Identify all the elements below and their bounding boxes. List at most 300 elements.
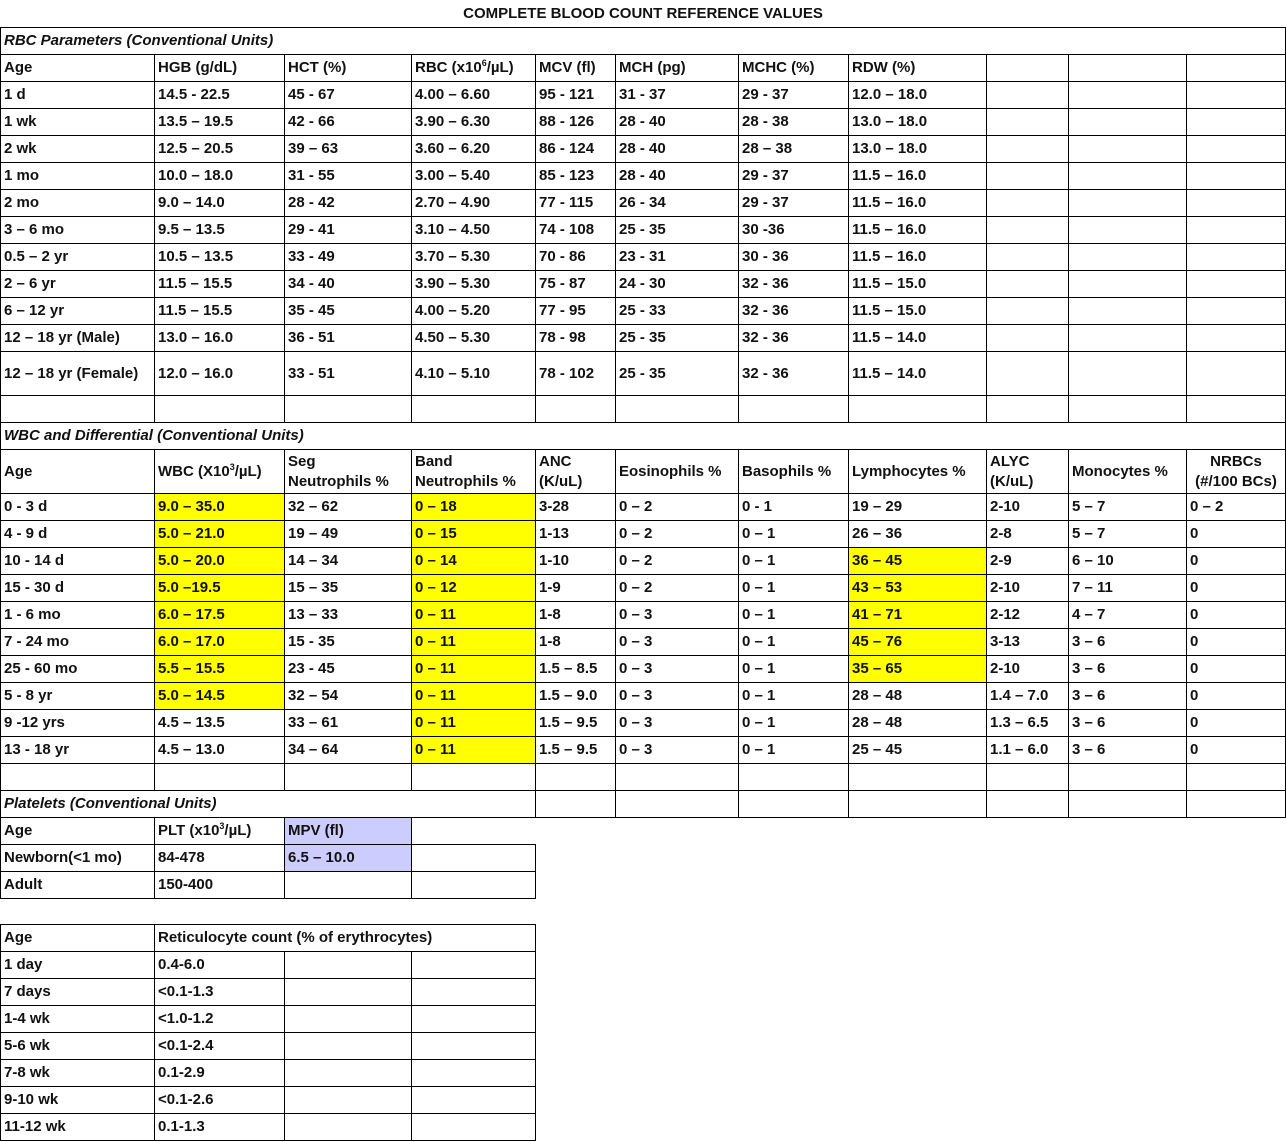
value-cell: 36 - 51 bbox=[285, 325, 412, 352]
row-label: 9 -12 yrs bbox=[1, 710, 155, 737]
empty-cell bbox=[155, 899, 285, 925]
value-cell: 0 – 3 bbox=[616, 737, 739, 764]
empty-cell bbox=[1069, 396, 1187, 423]
value-cell: 0 – 3 bbox=[616, 683, 739, 710]
empty-cell bbox=[849, 925, 987, 952]
empty-cell bbox=[285, 1033, 412, 1060]
empty-cell bbox=[616, 899, 739, 925]
value-cell: 0 – 1 bbox=[739, 710, 849, 737]
value-cell: 2-8 bbox=[987, 521, 1069, 548]
value-cell: 9.0 – 14.0 bbox=[155, 190, 285, 217]
empty-cell bbox=[849, 952, 987, 979]
empty-cell bbox=[1187, 217, 1286, 244]
table-row bbox=[1, 1087, 1286, 1114]
value-cell: 28 - 40 bbox=[616, 109, 739, 136]
value-cell: 1-10 bbox=[536, 548, 616, 575]
empty-cell bbox=[1187, 82, 1286, 109]
empty-cell bbox=[1069, 1033, 1187, 1060]
empty-cell bbox=[1069, 872, 1187, 899]
value-cell: 12.0 – 16.0 bbox=[155, 352, 285, 396]
value-cell: 7 – 11 bbox=[1069, 575, 1187, 602]
empty-cell bbox=[987, 872, 1069, 899]
column-header-age: Age bbox=[1, 818, 155, 845]
empty-cell bbox=[1069, 82, 1187, 109]
value-cell: 25 – 45 bbox=[849, 737, 987, 764]
column-header-band bbox=[412, 450, 536, 494]
empty-cell bbox=[987, 163, 1069, 190]
empty-cell bbox=[987, 352, 1069, 396]
column-header-age: Age bbox=[1, 450, 155, 494]
value-cell: 39 – 63 bbox=[285, 136, 412, 163]
empty-cell bbox=[616, 396, 739, 423]
row-label: 11-12 wk bbox=[1, 1114, 155, 1141]
empty-cell bbox=[1069, 764, 1187, 791]
column-header-mchc: MCHC (%) bbox=[739, 55, 849, 82]
empty-cell bbox=[412, 396, 536, 423]
empty-cell bbox=[412, 1033, 536, 1060]
empty-cell bbox=[1069, 136, 1187, 163]
value-cell: 0 – 3 bbox=[616, 629, 739, 656]
column-header-alyc bbox=[987, 450, 1069, 494]
value-cell: 3.00 – 5.40 bbox=[412, 163, 536, 190]
value-cell: 0 – 1 bbox=[739, 548, 849, 575]
superscript: 6 bbox=[481, 58, 487, 68]
empty-cell bbox=[412, 1087, 536, 1114]
empty-cell bbox=[1069, 109, 1187, 136]
value-cell: 84-478 bbox=[155, 845, 285, 872]
empty-cell bbox=[739, 1060, 849, 1087]
row-label: 12 – 18 yr (Male) bbox=[1, 325, 155, 352]
empty-cell bbox=[412, 872, 536, 899]
empty-cell bbox=[536, 979, 616, 1006]
value-cell: 1-8 bbox=[536, 629, 616, 656]
value-cell: 0 – 3 bbox=[616, 710, 739, 737]
row-label: 3 – 6 mo bbox=[1, 217, 155, 244]
empty-cell bbox=[987, 244, 1069, 271]
value-cell: 0 – 2 bbox=[616, 548, 739, 575]
empty-cell bbox=[412, 818, 536, 845]
wbc-section-label: WBC and Differential (Conventional Units) bbox=[1, 423, 1286, 450]
column-header-age: Age bbox=[1, 55, 155, 82]
empty-cell bbox=[616, 925, 739, 952]
empty-cell bbox=[739, 899, 849, 925]
value-cell: 30 - 36 bbox=[739, 244, 849, 271]
empty-cell bbox=[739, 979, 849, 1006]
empty-cell bbox=[536, 1060, 616, 1087]
value-cell: 3 – 6 bbox=[1069, 710, 1187, 737]
value-cell: 3-28 bbox=[536, 494, 616, 521]
column-header-lymphocytes: Lymphocytes % bbox=[849, 450, 987, 494]
value-cell: 85 - 123 bbox=[536, 163, 616, 190]
table-row bbox=[1, 109, 1286, 136]
row-label: 7-8 wk bbox=[1, 1060, 155, 1087]
column-header-mcv: MCV (fl) bbox=[536, 55, 616, 82]
table-row bbox=[1, 737, 1286, 764]
empty-cell bbox=[536, 1033, 616, 1060]
empty-cell bbox=[616, 952, 739, 979]
empty-cell bbox=[1069, 217, 1187, 244]
header-line: (K/uL) bbox=[990, 472, 1034, 490]
value-cell: 11.5 – 14.0 bbox=[849, 325, 987, 352]
value-cell: <1.0-1.2 bbox=[155, 1006, 285, 1033]
table-row bbox=[1, 82, 1286, 109]
column-header-nrbcs bbox=[1187, 450, 1286, 494]
value-cell: 11.5 – 16.0 bbox=[849, 163, 987, 190]
value-cell: <0.1-2.6 bbox=[155, 1087, 285, 1114]
value-cell: 11.5 – 16.0 bbox=[849, 244, 987, 271]
value-cell: 35 - 45 bbox=[285, 298, 412, 325]
empty-cell bbox=[616, 1087, 739, 1114]
value-cell: 2-10 bbox=[987, 656, 1069, 683]
empty-cell bbox=[739, 872, 849, 899]
value-cell: 11.5 – 15.5 bbox=[155, 298, 285, 325]
value-cell: 3-13 bbox=[987, 629, 1069, 656]
highlighted-value-cell: 5.5 – 15.5 bbox=[155, 656, 285, 683]
table-row bbox=[1, 244, 1286, 271]
value-cell: 25 - 35 bbox=[616, 325, 739, 352]
table-body bbox=[1, 28, 1286, 1141]
value-cell: 10.0 – 18.0 bbox=[155, 163, 285, 190]
empty-cell bbox=[1187, 136, 1286, 163]
row-label: 0 - 3 d bbox=[1, 494, 155, 521]
empty-cell bbox=[616, 1114, 739, 1141]
table-row bbox=[1, 28, 1286, 55]
text-span: RBC (x10 bbox=[415, 59, 482, 76]
value-cell: 13.0 – 18.0 bbox=[849, 109, 987, 136]
row-label: 7 days bbox=[1, 979, 155, 1006]
value-cell: 1-13 bbox=[536, 521, 616, 548]
value-cell: 1.1 – 6.0 bbox=[987, 737, 1069, 764]
empty-cell bbox=[739, 1033, 849, 1060]
column-header-wbc bbox=[155, 450, 285, 494]
value-cell: 28 – 48 bbox=[849, 683, 987, 710]
empty-cell bbox=[536, 925, 616, 952]
empty-cell bbox=[987, 109, 1069, 136]
value-cell: 0 bbox=[1187, 683, 1286, 710]
table-row bbox=[1, 818, 1286, 845]
value-cell: 0 bbox=[1187, 575, 1286, 602]
value-cell: 3.90 – 6.30 bbox=[412, 109, 536, 136]
empty-cell bbox=[987, 82, 1069, 109]
value-cell: 4.10 – 5.10 bbox=[412, 352, 536, 396]
table-row bbox=[1, 352, 1286, 396]
header-line: ANC bbox=[539, 452, 572, 470]
value-cell: 0 - 1 bbox=[739, 494, 849, 521]
value-cell: 0 bbox=[1187, 602, 1286, 629]
value-cell: 0 – 3 bbox=[616, 602, 739, 629]
value-cell: 19 – 29 bbox=[849, 494, 987, 521]
value-cell: 32 – 54 bbox=[285, 683, 412, 710]
column-header-mch: MCH (pg) bbox=[616, 55, 739, 82]
empty-cell bbox=[536, 1087, 616, 1114]
empty-cell bbox=[1069, 818, 1187, 845]
empty-cell bbox=[1187, 396, 1286, 423]
table-row bbox=[1, 899, 1286, 925]
table-row bbox=[1, 629, 1286, 656]
value-cell: 4 – 7 bbox=[1069, 602, 1187, 629]
value-cell: 150-400 bbox=[155, 872, 285, 899]
empty-cell bbox=[412, 1060, 536, 1087]
value-cell: 0 – 3 bbox=[616, 656, 739, 683]
empty-cell bbox=[412, 979, 536, 1006]
empty-cell bbox=[849, 1060, 987, 1087]
empty-cell bbox=[1187, 298, 1286, 325]
empty-cell bbox=[739, 925, 849, 952]
superscript: 3 bbox=[229, 461, 235, 472]
empty-cell bbox=[1069, 352, 1187, 396]
value-cell: 29 - 37 bbox=[739, 82, 849, 109]
table-row bbox=[1, 710, 1286, 737]
empty-cell bbox=[739, 818, 849, 845]
table-row bbox=[1, 190, 1286, 217]
value-cell: 2.70 – 4.90 bbox=[412, 190, 536, 217]
empty-cell bbox=[412, 899, 536, 925]
value-cell: 86 - 124 bbox=[536, 136, 616, 163]
value-cell: 25 - 35 bbox=[616, 217, 739, 244]
empty-cell bbox=[536, 952, 616, 979]
highlighted-value-cell: 0 – 11 bbox=[412, 737, 536, 764]
value-cell: 25 - 35 bbox=[616, 352, 739, 396]
value-cell: 3.90 – 5.30 bbox=[412, 271, 536, 298]
row-label: 15 - 30 d bbox=[1, 575, 155, 602]
empty-cell bbox=[987, 1060, 1069, 1087]
empty-cell bbox=[285, 764, 412, 791]
value-cell: 3 – 6 bbox=[1069, 683, 1187, 710]
header-line: Seg bbox=[288, 452, 316, 470]
value-cell: 3 – 6 bbox=[1069, 737, 1187, 764]
empty-cell bbox=[536, 845, 616, 872]
value-cell: 0 – 1 bbox=[739, 602, 849, 629]
empty-cell bbox=[987, 136, 1069, 163]
table-row bbox=[1, 1006, 1286, 1033]
empty-cell bbox=[987, 1006, 1069, 1033]
column-header-age: Age bbox=[1, 925, 155, 952]
table-row bbox=[1, 1033, 1286, 1060]
value-cell: 1-9 bbox=[536, 575, 616, 602]
column-header-seg bbox=[285, 450, 412, 494]
empty-cell bbox=[1187, 1033, 1286, 1060]
value-cell: 15 - 35 bbox=[285, 629, 412, 656]
column-header-monocytes: Monocytes % bbox=[1069, 450, 1187, 494]
empty-cell bbox=[1069, 1006, 1187, 1033]
value-cell: 13 – 33 bbox=[285, 602, 412, 629]
value-cell: 2-9 bbox=[987, 548, 1069, 575]
value-cell: 4.5 – 13.0 bbox=[155, 737, 285, 764]
empty-cell bbox=[1069, 952, 1187, 979]
empty-cell bbox=[1, 764, 155, 791]
row-label: 1 - 6 mo bbox=[1, 602, 155, 629]
empty-cell bbox=[1069, 979, 1187, 1006]
highlighted-value-cell: 5.0 – 20.0 bbox=[155, 548, 285, 575]
empty-cell bbox=[987, 190, 1069, 217]
empty-cell bbox=[1187, 163, 1286, 190]
table-row bbox=[1, 396, 1286, 423]
empty-cell bbox=[1069, 298, 1187, 325]
value-cell: <0.1-2.4 bbox=[155, 1033, 285, 1060]
empty-cell bbox=[536, 818, 616, 845]
highlighted-value-cell: 6.0 – 17.5 bbox=[155, 602, 285, 629]
value-cell: 33 - 51 bbox=[285, 352, 412, 396]
empty-cell bbox=[1069, 1087, 1187, 1114]
mpv-value-cell: 6.5 – 10.0 bbox=[285, 845, 412, 872]
row-label: 9-10 wk bbox=[1, 1087, 155, 1114]
table-row bbox=[1, 602, 1286, 629]
empty-cell bbox=[616, 818, 739, 845]
row-label: 1-4 wk bbox=[1, 1006, 155, 1033]
mpv-value-cell bbox=[285, 872, 412, 899]
header-line: (K/uL) bbox=[539, 472, 583, 490]
empty-cell bbox=[739, 1006, 849, 1033]
empty-cell bbox=[1069, 899, 1187, 925]
value-cell: 6 – 10 bbox=[1069, 548, 1187, 575]
table-row bbox=[1, 764, 1286, 791]
value-cell: 13.0 – 18.0 bbox=[849, 136, 987, 163]
row-label: 12 – 18 yr (Female) bbox=[1, 352, 155, 396]
value-cell: 0 – 1 bbox=[739, 656, 849, 683]
highlighted-value-cell: 0 – 11 bbox=[412, 629, 536, 656]
value-cell: 19 – 49 bbox=[285, 521, 412, 548]
empty-cell bbox=[616, 1033, 739, 1060]
empty-cell bbox=[849, 764, 987, 791]
empty-cell bbox=[1187, 1087, 1286, 1114]
row-label: 1 d bbox=[1, 82, 155, 109]
empty-cell bbox=[987, 217, 1069, 244]
value-cell: 0 – 1 bbox=[739, 737, 849, 764]
value-cell: 14.5 - 22.5 bbox=[155, 82, 285, 109]
value-cell: 26 – 36 bbox=[849, 521, 987, 548]
empty-cell bbox=[285, 1006, 412, 1033]
highlighted-value-cell: 6.0 – 17.0 bbox=[155, 629, 285, 656]
value-cell: 31 - 55 bbox=[285, 163, 412, 190]
empty-cell bbox=[1069, 55, 1187, 82]
empty-cell bbox=[987, 325, 1069, 352]
table-row bbox=[1, 217, 1286, 244]
header-line: Neutrophils % bbox=[288, 472, 389, 490]
table-row bbox=[1, 979, 1286, 1006]
text-span: /µL) bbox=[224, 822, 252, 839]
value-cell: 14 – 34 bbox=[285, 548, 412, 575]
empty-cell bbox=[1069, 190, 1187, 217]
empty-cell bbox=[849, 791, 987, 818]
value-cell: 13.0 – 16.0 bbox=[155, 325, 285, 352]
value-cell: 0 – 1 bbox=[739, 521, 849, 548]
row-label: 10 - 14 d bbox=[1, 548, 155, 575]
value-cell: 28 - 42 bbox=[285, 190, 412, 217]
cbc-reference-table bbox=[0, 27, 1286, 1141]
column-header-hct: HCT (%) bbox=[285, 55, 412, 82]
value-cell: 0.1-2.9 bbox=[155, 1060, 285, 1087]
value-cell: 4.50 – 5.30 bbox=[412, 325, 536, 352]
empty-cell bbox=[987, 55, 1069, 82]
header-line: Band bbox=[415, 452, 453, 470]
empty-cell bbox=[285, 396, 412, 423]
highlighted-value-cell: 0 – 11 bbox=[412, 683, 536, 710]
empty-cell bbox=[1187, 109, 1286, 136]
empty-cell bbox=[155, 396, 285, 423]
empty-cell bbox=[1187, 190, 1286, 217]
superscript: 3 bbox=[219, 821, 225, 831]
highlighted-value-cell: 0 – 11 bbox=[412, 602, 536, 629]
table-row bbox=[1, 325, 1286, 352]
value-cell: 30 -36 bbox=[739, 217, 849, 244]
value-cell: 28 – 48 bbox=[849, 710, 987, 737]
table-row bbox=[1, 1114, 1286, 1141]
empty-cell bbox=[1187, 764, 1286, 791]
empty-cell bbox=[536, 764, 616, 791]
table-row bbox=[1, 872, 1286, 899]
empty-cell bbox=[1069, 163, 1187, 190]
text-span: PLT (x10 bbox=[158, 822, 220, 839]
empty-cell bbox=[849, 396, 987, 423]
value-cell: 3 – 6 bbox=[1069, 656, 1187, 683]
empty-cell bbox=[739, 1114, 849, 1141]
column-header-basophils: Basophils % bbox=[739, 450, 849, 494]
empty-cell bbox=[1187, 925, 1286, 952]
empty-cell bbox=[987, 899, 1069, 925]
empty-cell bbox=[536, 872, 616, 899]
empty-cell bbox=[616, 979, 739, 1006]
value-cell: 4.5 – 13.5 bbox=[155, 710, 285, 737]
row-label: 4 - 9 d bbox=[1, 521, 155, 548]
value-cell: 32 - 36 bbox=[739, 298, 849, 325]
table-row bbox=[1, 656, 1286, 683]
column-header-plt bbox=[155, 818, 285, 845]
value-cell: 23 - 45 bbox=[285, 656, 412, 683]
empty-cell bbox=[616, 1060, 739, 1087]
value-cell: 0 – 2 bbox=[616, 575, 739, 602]
value-cell: 1.3 – 6.5 bbox=[987, 710, 1069, 737]
value-cell: 0.4-6.0 bbox=[155, 952, 285, 979]
highlighted-value-cell: 0 – 18 bbox=[412, 494, 536, 521]
value-cell: 28 - 40 bbox=[616, 136, 739, 163]
empty-cell bbox=[1069, 845, 1187, 872]
value-cell: 3 – 6 bbox=[1069, 629, 1187, 656]
value-cell: <0.1-1.3 bbox=[155, 979, 285, 1006]
empty-cell bbox=[849, 872, 987, 899]
value-cell: 95 - 121 bbox=[536, 82, 616, 109]
empty-cell bbox=[285, 979, 412, 1006]
empty-cell bbox=[849, 1087, 987, 1114]
empty-cell bbox=[1187, 271, 1286, 298]
empty-cell bbox=[987, 298, 1069, 325]
value-cell: 3.10 – 4.50 bbox=[412, 217, 536, 244]
value-cell: 28 - 38 bbox=[739, 109, 849, 136]
empty-cell bbox=[1187, 899, 1286, 925]
value-cell: 3.60 – 6.20 bbox=[412, 136, 536, 163]
value-cell: 2-10 bbox=[987, 494, 1069, 521]
text-span: WBC (X10 bbox=[158, 462, 230, 480]
value-cell: 0 bbox=[1187, 710, 1286, 737]
empty-cell bbox=[412, 845, 536, 872]
empty-cell bbox=[849, 818, 987, 845]
empty-cell bbox=[616, 872, 739, 899]
table-row bbox=[1, 952, 1286, 979]
table-row bbox=[1, 271, 1286, 298]
empty-cell bbox=[285, 1087, 412, 1114]
value-cell: 12.5 – 20.5 bbox=[155, 136, 285, 163]
empty-cell bbox=[1187, 1114, 1286, 1141]
empty-cell bbox=[616, 764, 739, 791]
empty-cell bbox=[616, 845, 739, 872]
value-cell: 33 – 61 bbox=[285, 710, 412, 737]
empty-cell bbox=[1187, 55, 1286, 82]
row-label: 6 – 12 yr bbox=[1, 298, 155, 325]
row-label: 2 wk bbox=[1, 136, 155, 163]
empty-cell bbox=[1187, 325, 1286, 352]
empty-cell bbox=[536, 899, 616, 925]
empty-cell bbox=[849, 845, 987, 872]
value-cell: 26 - 34 bbox=[616, 190, 739, 217]
